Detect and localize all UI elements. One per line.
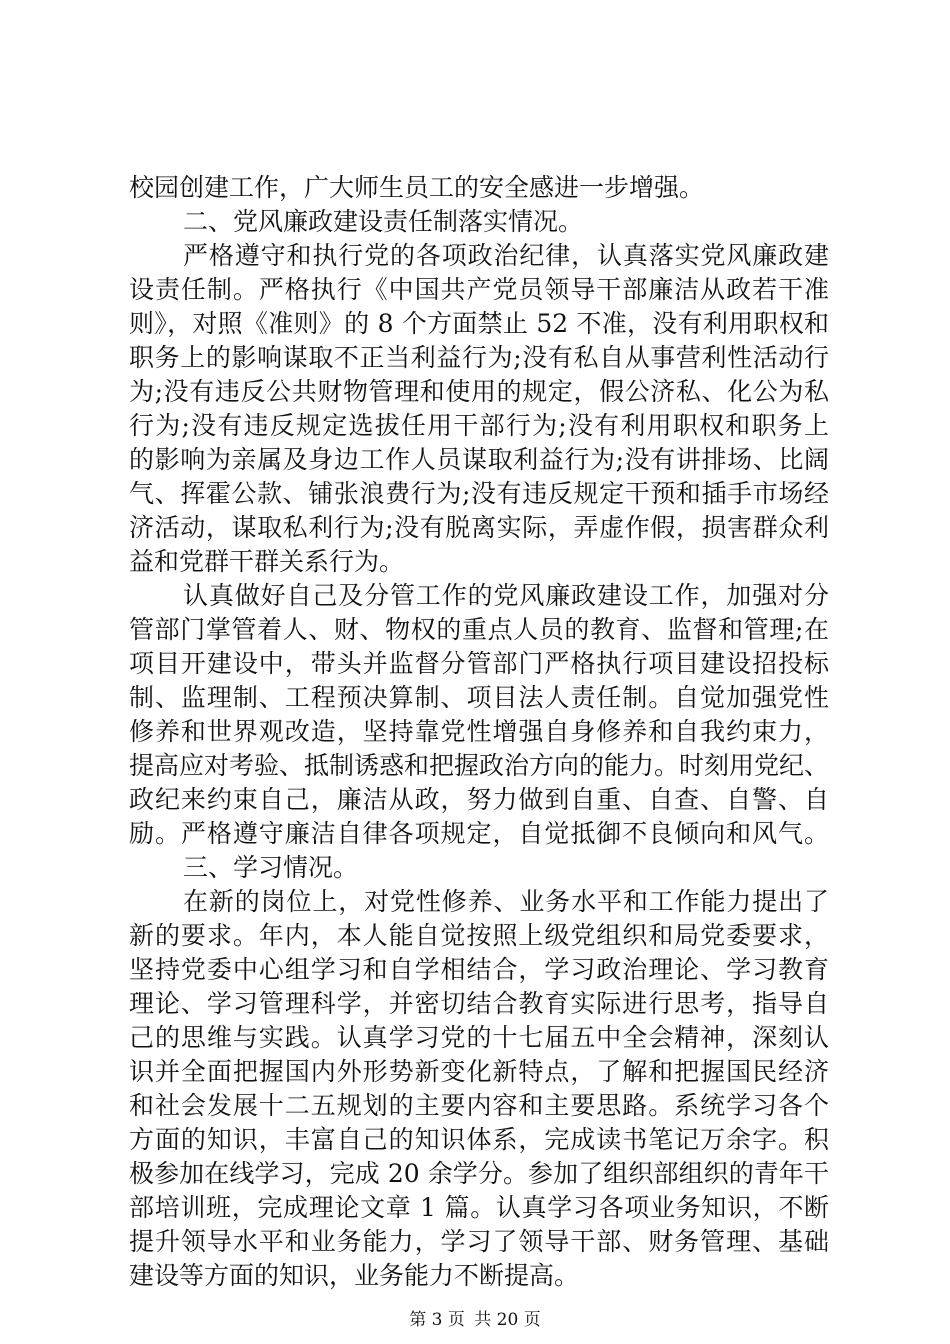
text-line: 提升领导水平和业务能力，学习了领导干部、财务管理、基础 [129,1227,829,1256]
text-line: 修养和世界观改造，坚持靠党性增强自身修养和自我约束力， [129,717,829,746]
text-line: 理论、学习管理科学，并密切结合教育实际进行思考，指导自 [129,989,829,1018]
text-line: 的影响为亲属及身边工作人员谋取利益行为;没有讲排场、比阔 [129,445,829,474]
text-line: 新的要求。年内，本人能自觉按照上级党组织和局党委要求， [129,921,829,950]
text-line: 则》，对照《准则》的 8 个方面禁止 52 不准，没有利用职权和 [129,309,829,338]
page-footer [0,1308,950,1332]
text-line: 职务上的影响谋取不正当利益行为;没有私自从事营利性活动行 [129,343,829,372]
text-line: 极参加在线学习，完成 20 余学分。参加了组织部组织的青年干 [129,1159,829,1188]
text-line: 制、监理制、工程预决算制、项目法人责任制。自觉加强党性 [129,683,829,712]
text-line: 校园创建工作，广大师生员工的安全感进一步增强。 [129,173,705,202]
text-line: 励。严格遵守廉洁自律各项规定，自觉抵御不良倾向和风气。 [129,819,829,848]
text-line: 识并全面把握国内外形势新变化新特点，了解和把握国民经济 [129,1057,829,1086]
text-line: 气、挥霍公款、铺张浪费行为;没有违反规定干预和插手市场经 [129,479,829,508]
page-number: 第 3 页 [409,1310,465,1330]
text-line: 认真做好自己及分管工作的党风廉政建设工作，加强对分 [183,581,829,610]
text-line: 管部门掌管着人、财、物权的重点人员的教育、监督和管理;在 [129,615,829,644]
page-total: 共 20 页 [474,1310,541,1330]
text-line: 行为;没有违反规定选拔任用干部行为;没有利用职权和职务上 [129,411,829,440]
text-line: 建设等方面的知识，业务能力不断提高。 [129,1261,580,1290]
text-line: 和社会发展十二五规划的主要内容和主要思路。系统学习各个 [129,1091,829,1120]
text-line: 为;没有违反公共财物管理和使用的规定，假公济私、化公为私 [129,377,829,406]
text-line: 己的思维与实践。认真学习党的十七届五中全会精神，深刻认 [129,1023,829,1052]
text-line: 严格遵守和执行党的各项政治纪律，认真落实党风廉政建 [183,241,829,270]
text-line: 提高应对考验、抵制诱惑和把握政治方向的能力。时刻用党纪、 [129,751,829,780]
section-heading: 二、党风廉政建设责任制落实情况。 [183,207,584,236]
section-heading: 三、学习情况。 [183,853,359,882]
text-line: 部培训班，完成理论文章 1 篇。认真学习各项业务知识，不断 [129,1193,829,1222]
text-line: 在新的岗位上，对党性修养、业务水平和工作能力提出了 [183,887,829,916]
text-line: 项目开建设中，带头并监督分管部门严格执行项目建设招投标 [129,649,829,678]
text-line: 设责任制。严格执行《中国共产党员领导干部廉洁从政若干准 [129,275,829,304]
text-line: 益和党群干群关系行为。 [129,547,405,576]
text-line: 济活动，谋取私利行为;没有脱离实际，弄虚作假，损害群众利 [129,513,829,542]
text-line: 方面的知识，丰富自己的知识体系，完成读书笔记万余字。积 [129,1125,829,1154]
text-line: 政纪来约束自己，廉洁从政，努力做到自重、自查、自警、自 [129,785,829,814]
text-line: 坚持党委中心组学习和自学相结合，学习政治理论、学习教育 [129,955,829,984]
